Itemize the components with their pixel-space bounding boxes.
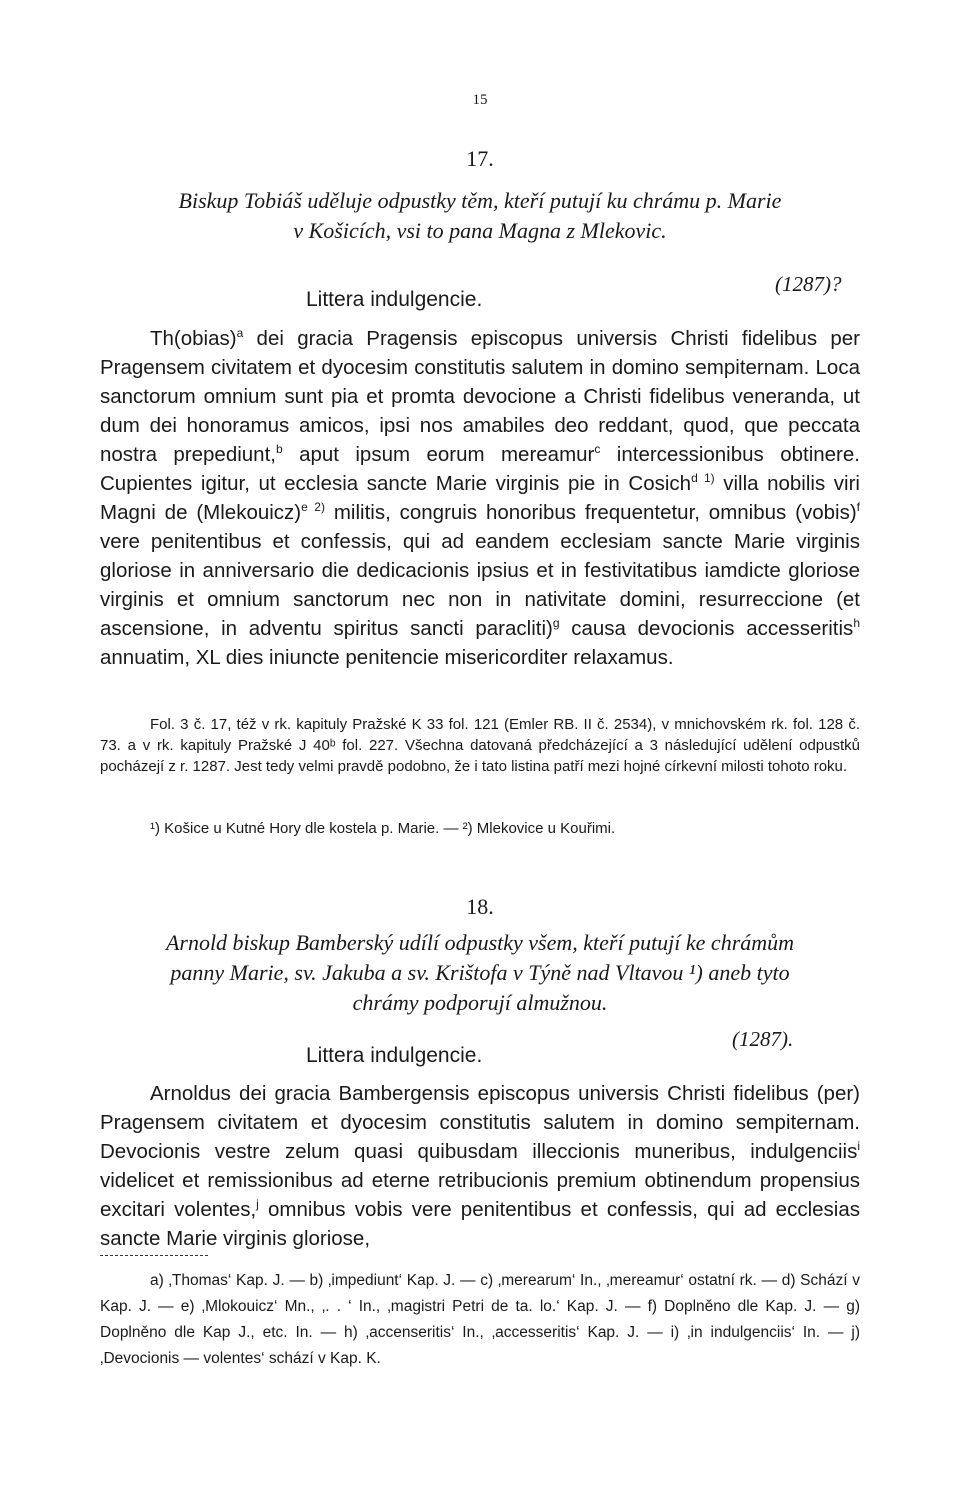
footnote-mark: d 1) (691, 471, 715, 486)
regest-line: chrámy podporují almužnou. (352, 990, 608, 1015)
document-text (100, 324, 860, 672)
footnotes: a) ‚Thomas‘ Kap. J. — b) ‚impediunt‘ Kap. J. — c) ‚merearum‘ In., ‚mereamur‘ ostatní rk. — d) Schází v Kap. J. — e) ‚Mlokouicz‘ Mn., ‚. . ‘ In., ‚magistri Petri de ta. lo.‘ Kap. J. — f) Doplněno dle Kap. J. — g) Doplněno dle Kap J., etc. In. — h) ‚accenseritis‘ In., ‚accesseritis‘ Kap. J. — i) ‚in indulgenciis‘ In. — j) ‚Devocionis — volentes‘ schází v Kap. K. (100, 1272, 860, 1367)
document-type: Littera indulgencie. (306, 288, 483, 311)
document-number: 18. (466, 894, 494, 919)
text-segment: aput ipsum eorum mereamur (282, 443, 595, 466)
regest-line: v Košicích, vsi to pana Magna z Mlekovic. (293, 218, 667, 243)
footnote-mark: e 2) (301, 500, 325, 515)
text-segment: vere penitentibus et confessis, qui ad eandem ecclesiam sancte Marie virginis gloriose in anniversario die dedicacionis ipsius et in festivitatibus iamdicte gloriose virginis et omnium sanctorum nec non in nativitate domini, resurreccione (et ascensione, in adventu spiritus sancti paracliti) (100, 530, 860, 640)
footnote-mark: j (256, 1197, 259, 1212)
page-number: 15 (472, 92, 488, 108)
footnote-mark: a (236, 326, 244, 341)
text-segment: omnibus vobis vere penitentibus et confessis, qui ad ecclesias sancte Marie virginis gloriose, (100, 1198, 860, 1250)
regest-line: panny Marie, sv. Jakuba a sv. Krištofa v Týně nad Vltavou ¹) aneb tyto (170, 960, 790, 985)
footnote-mark: g (552, 616, 560, 631)
text-segment: intercessionibus obtinere. Cupientes igitur, ut ecclesia sancte Marie virginis pie in Cosich (100, 443, 860, 495)
regest-line: Biskup Tobiáš uděluje odpustky těm, kteří putují ku chrámu p. Marie (178, 188, 782, 213)
footnote-mark: f (856, 500, 860, 515)
text-segment: videlicet et remissionibus ad eterne retribucionis premium obtinendum propensius excitari volentes, (100, 1169, 860, 1221)
footnote-divider (100, 1255, 208, 1256)
text-segment: militis, congruis honoribus frequentetur, omnibus (vobis) (324, 501, 857, 524)
text-segment: Arnoldus dei gracia Bambergensis episcopus universis Christi fidelibus (per) Pragensem civitatem et dyocesim constitutis salutem in domino sempiternam. Devocionis vestre zelum quasi quibusdam illeccionis muneribus, indulgenciis (100, 1082, 860, 1163)
document-text (100, 1079, 860, 1253)
text-segment: annuatim, XL dies iniuncte penitencie misericorditer relaxamus. (100, 646, 674, 669)
text-segment: dei gracia Pragensis episcopus universis Christi fidelibus per Pragensem civitatem et dyocesim constitutis salutem in domino sempiternam. Loca sanctorum omnium sunt pia et promta devocione a Christi fidelibus veneranda, ut dum dei honoramus amicos, ipsi nos amabiles deo reddant, quod, que peccata nostra prepediunt, (100, 327, 860, 466)
document-type: Littera indulgencie. (306, 1044, 483, 1067)
source-note: Fol. 3 č. 17, též v rk. kapituly Pražské K 33 fol. 121 (Emler RB. II č. 2534), v mnichovském rk. fol. 128 č. 73. a v rk. kapituly Pražské J 40ᵇ fol. 227. Všechna datovaná předcházející a 3 následující udělení odpustků pocházejí z r. 1287. Jest tedy velmi pravdě podobno, že i tato listina patří mezi hojné církevní milosti tohoto roku. (100, 716, 860, 775)
text-segment: Th(obias) (150, 327, 237, 350)
document-date: (1287). (732, 1027, 794, 1051)
footnote-mark: i (857, 1139, 860, 1154)
regest-line: Arnold biskup Bamberský udílí odpustky všem, kteří putují ke chrámům (165, 930, 795, 955)
footnote-mark: c (594, 442, 601, 457)
footnote-mark: h (853, 616, 860, 631)
text-segment: villa nobilis viri Magni de (Mlekouicz) (100, 472, 860, 524)
document-number: 17. (466, 146, 494, 171)
footnote-mark: b (275, 442, 283, 457)
regest (100, 186, 860, 246)
text-segment: causa devocionis accesseritis (559, 617, 854, 640)
place-note: ¹) Košice u Kutné Hory dle kostela p. Marie. — ²) Mlekovice u Kouřimi. (150, 820, 616, 837)
regest (100, 928, 860, 1018)
document-date: (1287)? (775, 272, 842, 296)
